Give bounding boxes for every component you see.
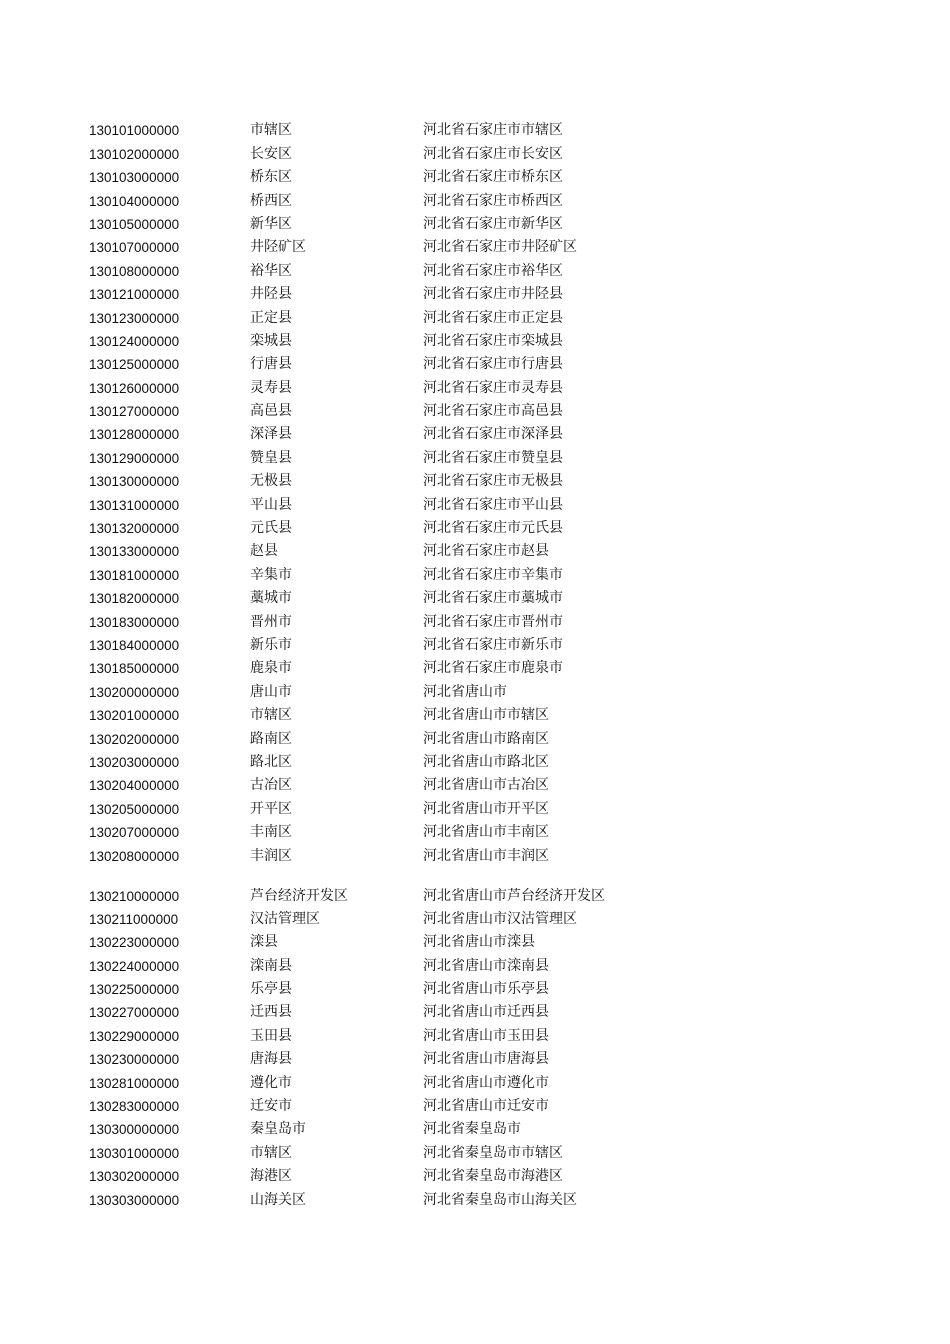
table-row [89, 773, 649, 796]
full-name-cell: 河北省石家庄市桥东区 [423, 169, 563, 186]
table-row [89, 726, 649, 749]
full-name-cell: 河北省唐山市丰南区 [423, 824, 549, 841]
full-name-cell: 河北省石家庄市市辖区 [423, 122, 563, 139]
code-cell: 130104000000 [89, 193, 180, 209]
full-name-cell: 河北省石家庄市新乐市 [423, 636, 563, 653]
full-name-cell: 河北省石家庄市鹿泉市 [423, 660, 563, 677]
code-cell: 130132000000 [89, 521, 180, 537]
code-cell: 130210000000 [89, 888, 180, 904]
full-name-cell: 河北省石家庄市藁城市 [423, 590, 563, 607]
code-cell: 130201000000 [89, 708, 180, 724]
name-cell: 玉田县 [250, 1027, 292, 1044]
name-cell: 路南区 [250, 730, 292, 747]
code-cell: 130103000000 [89, 170, 180, 186]
code-cell: 130223000000 [89, 935, 180, 951]
full-name-cell: 河北省石家庄市新华区 [423, 215, 563, 232]
code-cell: 130301000000 [89, 1145, 180, 1161]
table-row [89, 282, 649, 305]
code-cell: 130207000000 [89, 825, 180, 841]
name-cell: 井陉矿区 [250, 239, 306, 256]
full-name-cell: 河北省石家庄市栾城县 [423, 332, 563, 349]
code-cell: 130101000000 [89, 123, 180, 139]
table-row [89, 907, 649, 930]
table-row [89, 141, 649, 164]
name-cell: 灵寿县 [250, 379, 292, 396]
full-name-cell: 河北省唐山市芦台经济开发区 [423, 887, 605, 904]
full-name-cell: 河北省唐山市古冶区 [423, 777, 549, 794]
name-cell: 井陉县 [250, 286, 292, 303]
code-cell: 130105000000 [89, 216, 180, 232]
table-row [89, 375, 649, 398]
full-name-cell: 河北省石家庄市辛集市 [423, 566, 563, 583]
code-cell: 130125000000 [89, 357, 180, 373]
full-name-cell: 河北省石家庄市深泽县 [423, 426, 563, 443]
full-name-cell: 河北省唐山市丰润区 [423, 847, 549, 864]
name-cell: 丰南区 [250, 824, 292, 841]
name-cell: 新华区 [250, 215, 292, 232]
name-cell: 藁城市 [250, 590, 292, 607]
table-row [89, 352, 649, 375]
code-cell: 130203000000 [89, 754, 180, 770]
full-name-cell: 河北省石家庄市桥西区 [423, 192, 563, 209]
name-cell: 平山县 [250, 496, 292, 513]
full-name-cell: 河北省石家庄市裕华区 [423, 262, 563, 279]
code-cell: 130230000000 [89, 1052, 180, 1068]
full-name-cell: 河北省石家庄市赞皇县 [423, 449, 563, 466]
full-name-cell: 河北省秦皇岛市山海关区 [423, 1191, 577, 1208]
table-row [89, 656, 649, 679]
full-name-cell: 河北省石家庄市赵县 [423, 543, 549, 560]
full-name-cell: 河北省唐山市唐海县 [423, 1051, 549, 1068]
code-cell: 130227000000 [89, 1005, 180, 1021]
code-cell: 130129000000 [89, 450, 180, 466]
name-cell: 桥西区 [250, 192, 292, 209]
table-row [89, 796, 649, 819]
name-cell: 海港区 [250, 1168, 292, 1185]
table-row [89, 539, 649, 562]
name-cell: 开平区 [250, 800, 292, 817]
name-cell: 芦台经济开发区 [250, 887, 348, 904]
code-cell: 130300000000 [89, 1122, 180, 1138]
name-cell: 山海关区 [250, 1191, 306, 1208]
full-name-cell: 河北省唐山市滦县 [423, 934, 535, 951]
full-name-cell: 河北省唐山市汉沽管理区 [423, 910, 577, 927]
name-cell: 迁西县 [250, 1004, 292, 1021]
name-cell: 古冶区 [250, 777, 292, 794]
name-cell: 市辖区 [250, 707, 292, 724]
table-row [89, 235, 649, 258]
name-cell: 栾城县 [250, 332, 292, 349]
full-name-cell: 河北省石家庄市元氏县 [423, 520, 563, 537]
full-name-cell: 河北省秦皇岛市海港区 [423, 1168, 563, 1185]
code-cell: 130133000000 [89, 544, 180, 560]
code-cell: 130127000000 [89, 404, 180, 420]
table-row [89, 1117, 649, 1140]
name-cell: 唐海县 [250, 1051, 292, 1068]
name-cell: 赞皇县 [250, 449, 292, 466]
name-cell: 赵县 [250, 543, 278, 560]
table-row [89, 1187, 649, 1210]
code-cell: 130128000000 [89, 427, 180, 443]
full-name-cell: 河北省唐山市迁安市 [423, 1098, 549, 1115]
name-cell: 深泽县 [250, 426, 292, 443]
name-cell: 遵化市 [250, 1074, 292, 1091]
full-name-cell: 河北省石家庄市无极县 [423, 473, 563, 490]
full-name-cell: 河北省石家庄市晋州市 [423, 613, 563, 630]
name-cell: 高邑县 [250, 403, 292, 420]
table-row [89, 977, 649, 1000]
code-cell: 130225000000 [89, 982, 180, 998]
full-name-cell: 河北省石家庄市正定县 [423, 309, 563, 326]
table-row [89, 679, 649, 702]
table-row [89, 750, 649, 773]
name-cell: 正定县 [250, 309, 292, 326]
full-name-cell: 河北省石家庄市灵寿县 [423, 379, 563, 396]
full-name-cell: 河北省石家庄市井陉矿区 [423, 239, 577, 256]
code-cell: 130123000000 [89, 310, 180, 326]
code-cell: 130124000000 [89, 333, 180, 349]
name-cell: 辛集市 [250, 566, 292, 583]
table-row [89, 953, 649, 976]
code-cell: 130202000000 [89, 731, 180, 747]
data-table [89, 118, 649, 1211]
name-cell: 行唐县 [250, 356, 292, 373]
name-cell: 市辖区 [250, 1144, 292, 1161]
code-cell: 130205000000 [89, 801, 180, 817]
name-cell: 路北区 [250, 753, 292, 770]
name-cell: 裕华区 [250, 262, 292, 279]
full-name-cell: 河北省石家庄市平山县 [423, 496, 563, 513]
code-cell: 130204000000 [89, 778, 180, 794]
full-name-cell: 河北省唐山市 [423, 683, 507, 700]
code-cell: 130183000000 [89, 614, 180, 630]
code-cell: 130281000000 [89, 1075, 180, 1091]
table-row [89, 516, 649, 539]
table-row [89, 165, 649, 188]
name-cell: 元氏县 [250, 520, 292, 537]
table-row [89, 1094, 649, 1117]
full-name-cell: 河北省唐山市迁西县 [423, 1004, 549, 1021]
table-row [89, 399, 649, 422]
full-name-cell: 河北省唐山市玉田县 [423, 1027, 549, 1044]
table-row [89, 422, 649, 445]
code-cell: 130302000000 [89, 1169, 180, 1185]
name-cell: 市辖区 [250, 122, 292, 139]
table-row [89, 492, 649, 515]
code-cell: 130224000000 [89, 958, 180, 974]
full-name-cell: 河北省唐山市滦南县 [423, 957, 549, 974]
code-cell: 130200000000 [89, 684, 180, 700]
name-cell: 汉沽管理区 [250, 910, 320, 927]
table-row [89, 586, 649, 609]
name-cell: 桥东区 [250, 169, 292, 186]
code-cell: 130131000000 [89, 497, 180, 513]
code-cell: 130181000000 [89, 567, 180, 583]
table-row [89, 445, 649, 468]
table-row [89, 562, 649, 585]
code-cell: 130182000000 [89, 591, 180, 607]
table-row [89, 188, 649, 211]
name-cell: 迁安市 [250, 1098, 292, 1115]
table-row [89, 469, 649, 492]
code-cell: 130126000000 [89, 380, 180, 396]
table-row [89, 1070, 649, 1093]
table-row [89, 1000, 649, 1023]
table-row [89, 329, 649, 352]
full-name-cell: 河北省唐山市乐亭县 [423, 981, 549, 998]
table-row [89, 1164, 649, 1187]
code-cell: 130184000000 [89, 637, 180, 653]
table-row [89, 843, 649, 866]
table-row [89, 258, 649, 281]
table-row [89, 1047, 649, 1070]
full-name-cell: 河北省唐山市市辖区 [423, 707, 549, 724]
name-cell: 长安区 [250, 145, 292, 162]
table-row [89, 820, 649, 843]
name-cell: 滦南县 [250, 957, 292, 974]
table-row [89, 118, 649, 141]
code-cell: 130303000000 [89, 1192, 180, 1208]
name-cell: 丰润区 [250, 847, 292, 864]
name-cell: 无极县 [250, 473, 292, 490]
full-name-cell: 河北省唐山市路北区 [423, 753, 549, 770]
full-name-cell: 河北省秦皇岛市市辖区 [423, 1144, 563, 1161]
table-row [89, 930, 649, 953]
code-cell: 130283000000 [89, 1099, 180, 1115]
full-name-cell: 河北省秦皇岛市 [423, 1121, 521, 1138]
table-row [89, 633, 649, 656]
full-name-cell: 河北省石家庄市高邑县 [423, 403, 563, 420]
full-name-cell: 河北省唐山市遵化市 [423, 1074, 549, 1091]
table-row [89, 703, 649, 726]
full-name-cell: 河北省唐山市路南区 [423, 730, 549, 747]
table-row [89, 867, 649, 907]
full-name-cell: 河北省唐山市开平区 [423, 800, 549, 817]
code-cell: 130121000000 [89, 287, 180, 303]
code-cell: 130108000000 [89, 263, 180, 279]
full-name-cell: 河北省石家庄市井陉县 [423, 286, 563, 303]
table-row [89, 305, 649, 328]
table-row [89, 609, 649, 632]
code-cell: 130211000000 [89, 911, 179, 927]
name-cell: 晋州市 [250, 613, 292, 630]
name-cell: 鹿泉市 [250, 660, 292, 677]
code-cell: 130102000000 [89, 146, 180, 162]
full-name-cell: 河北省石家庄市长安区 [423, 145, 563, 162]
name-cell: 乐亭县 [250, 981, 292, 998]
full-name-cell: 河北省石家庄市行唐县 [423, 356, 563, 373]
code-cell: 130229000000 [89, 1028, 180, 1044]
code-cell: 130185000000 [89, 661, 180, 677]
code-cell: 130130000000 [89, 474, 180, 490]
code-cell: 130208000000 [89, 848, 180, 864]
name-cell: 秦皇岛市 [250, 1121, 306, 1138]
name-cell: 滦县 [250, 934, 278, 951]
code-cell: 130107000000 [89, 240, 180, 256]
table-row [89, 212, 649, 235]
table-row [89, 1023, 649, 1046]
table-row [89, 1140, 649, 1163]
name-cell: 新乐市 [250, 636, 292, 653]
name-cell: 唐山市 [250, 683, 292, 700]
